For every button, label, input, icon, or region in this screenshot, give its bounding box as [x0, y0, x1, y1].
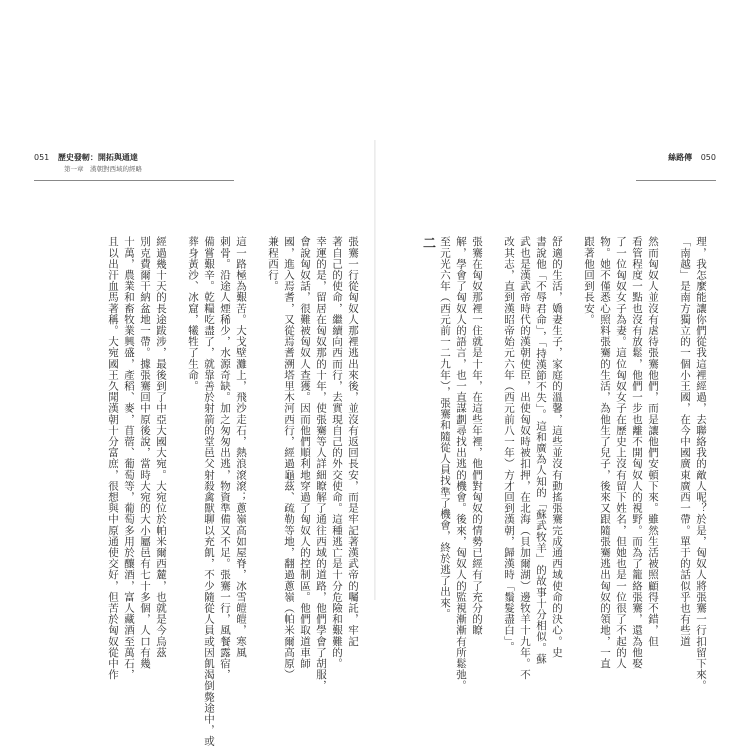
text-column: 張騫在匈奴那裡一住就是十年，在這些年裡，他們對匈奴的情勢已經有了充分的瞭 [471, 236, 483, 636]
text-column: 書說他「不辱君命」，「持漢節不失」。這和廣為人知的「蘇武牧羊」的故事十分相似。蘇 [535, 236, 547, 665]
text-column: 葬身黃沙、冰窟，犧牲了生命。 [187, 236, 199, 392]
paragraph-gap [486, 236, 500, 476]
text-column: 幸運的是，留居在匈奴那的十年，使張騫等人詳細瞭解了通往西域的道路，他們學會了胡服， [315, 236, 327, 692]
book-title: 歷史發軔：開拓與通達 [57, 153, 138, 162]
right-page [376, 140, 722, 692]
text-column: 別克費爾干納盆地一帶。據張騫回中原後說，當時大宛的大小屬邑有七十多個，人口有幾 [139, 236, 151, 669]
section-heading: 二 [420, 236, 435, 250]
left-page-body [28, 236, 374, 747]
text-column: 改其志，直到漢昭帝始元六年（西元前八一年）方才回到漢朝，歸漢時「鬚髮盡白」。 [503, 236, 515, 653]
page-number: 050 [700, 153, 716, 162]
text-column: 備嘗艱辛。乾糧吃盡了，就靠善於射箭的堂邑父射殺禽獸聊以充飢，不少隨從人員或因飢渴倒斃途中，或 [203, 236, 215, 747]
left-page [28, 140, 374, 747]
chapter-title: 第一章 漢朝對西域的經略 [64, 165, 142, 173]
text-column: 武也是漢武帝時代的漢朝使臣，出使匈奴時被扣押，在北海（貝加爾湖）邊牧羊十九年。不 [519, 236, 531, 680]
text-column: 刺骨。沿途人煙稀少，水源奇缺。加之匆匆出逃，物資準備又不足。張騫一行，風餐露宿， [219, 236, 231, 680]
book-spread [28, 140, 722, 747]
text-column: 經過幾十天的長途跋涉，最後到了中亞大國大宛。大宛位於帕米爾西麓，也就是今烏茲 [155, 236, 167, 658]
text-column: 舒適的生活，嬌妻生子，家庭的溫馨，這些並沒有動搖張騫完成通西域使命的決心。史 [551, 236, 563, 658]
text-column: 了一位匈奴女子為妻。這位匈奴女子在歷史上沒有留下姓名，但她也是一位很了不起的人 [615, 236, 627, 669]
text-column: 著自己的使命，繼續向西而行，去實現自己的外交使命。這種逃亡是十分危險和艱難的。 [331, 236, 343, 669]
text-column: 理，我怎麼能讓你們從我這裡經過，去聯絡我的敵人呢？於是，匈奴人將張騫一行扣留下來。 [695, 236, 707, 692]
text-column: 張騫一行從匈奴人那裡逃出來後，並沒有返回長安，而是牢記著漢武帝的囑託，牢記 [347, 236, 359, 647]
text-column: 這一路極為艱苦。大戈壁灘上，飛沙走石，熱浪滾滾；蔥嶺高如屋脊，冰雪皚皚，寒風 [235, 236, 247, 658]
text-column: 國，進入焉耆，又從焉耆溯塔里木河西行，經過龜茲、疏勒等地，翻過蔥嶺（帕米爾高原） [283, 236, 295, 680]
text-column: 解，學會了匈奴人的語言，也一直謀劃尋找出逃的機會。後來，匈奴人的監視漸漸有所鬆弛。 [455, 236, 467, 692]
text-column: 「南越」是南方獨立的一個小王國，在今中國廣東廣西一帶。單于的話似乎也有些道 [679, 236, 691, 647]
text-column: 至元光六年（西元前一二九年），張騫和隨從人員找準了機會，終於逃了出來。 [439, 236, 451, 620]
text-column: 十萬，農業和畜牧業興盛，產稻、麥，苜蓿、葡萄等，葡萄多用於釀酒，富人藏酒至萬石， [123, 236, 135, 680]
text-column: 會說匈奴話，很難被匈奴人查獲。因而他們順利地穿過了匈奴人的控制區。他們取道車師 [299, 236, 311, 669]
header-rule [636, 180, 716, 181]
left-page-header [34, 152, 142, 175]
page-number: 051 [34, 153, 50, 162]
text-column: 然而匈奴人並沒有虐待張騫他們，而是讓他們安頓下來。雖然生活被照顧得不錯，但 [647, 236, 659, 647]
book-title: 絲路傳 [668, 153, 693, 162]
text-column: 且以出汗血馬著稱。大宛國王久聞漢朝十分富庶，很想與中原通使交好，但苦於匈奴從中作 [107, 236, 119, 680]
text-column: 兼程西行。 [267, 236, 279, 292]
text-column: 跟著他回到長安。 [583, 236, 595, 325]
text-column: 看管程度一點也沒有放鬆，他們一步也離不開匈奴人的視野。而為了籠絡張騫，還為他娶 [631, 236, 643, 669]
text-column: 物。她不僅悉心照料張騫的生活，為他生了兒子，後來又跟隨張騫逃出匈奴的領地，一直 [599, 236, 611, 669]
paragraph-gap [170, 236, 184, 476]
right-page-header [668, 152, 716, 163]
paragraph-gap [566, 236, 580, 476]
paragraph-gap [250, 236, 264, 476]
right-page-body [376, 236, 722, 692]
paragraph-gap [662, 236, 676, 476]
header-rule [34, 180, 234, 181]
